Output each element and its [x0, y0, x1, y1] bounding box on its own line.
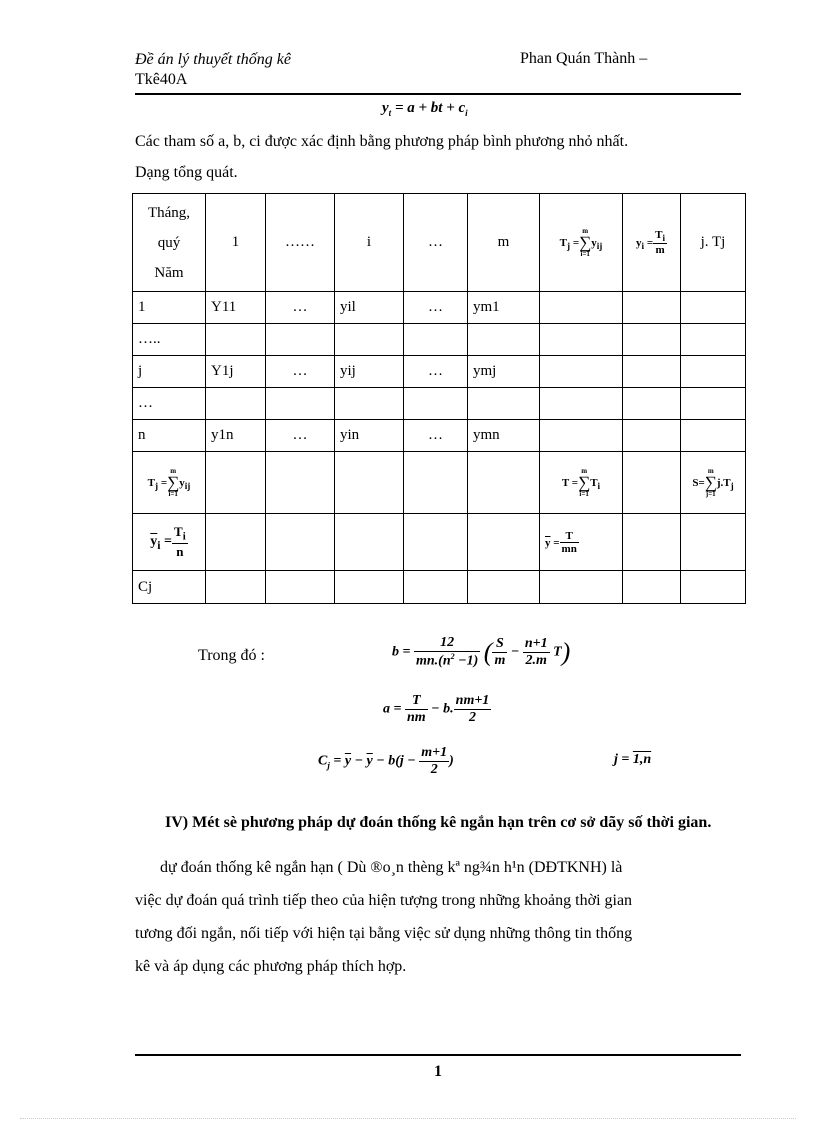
cell	[335, 388, 404, 420]
row-label: …..	[133, 324, 206, 356]
header-rule	[135, 93, 741, 95]
cell: y1n	[206, 420, 266, 452]
row-label-Tj-formula: $T_j$ = m ∑ i=1 $y_{ij}$	[133, 452, 206, 514]
cell	[681, 388, 746, 420]
row-label-yi-formula: $\overline{y}_i$ = $\frac{T_i}{n}$	[133, 514, 206, 571]
table-row-yi	[133, 514, 746, 571]
cell: ymj	[468, 356, 540, 388]
trend-formula	[382, 100, 468, 118]
cell	[404, 571, 468, 604]
cell	[404, 388, 468, 420]
cell	[540, 420, 623, 452]
cell	[266, 571, 335, 604]
cell	[681, 356, 746, 388]
cell	[681, 571, 746, 604]
cell	[623, 571, 681, 604]
header-class-code: Tkê40A	[135, 71, 188, 88]
formula-text-cache	[0, 0, 1, 1]
table-row	[133, 324, 746, 356]
cell-ybar-formula: $\overline{y}$ = $\frac{T}{mn}$	[540, 514, 623, 571]
cell: …	[266, 420, 335, 452]
cell	[335, 514, 404, 571]
cell: …	[266, 292, 335, 324]
cell: …	[404, 356, 468, 388]
col-header-jTj: j. Tj	[681, 194, 746, 292]
para-line-2: việc dự đoán quá trình tiếp theo của hiện tượng trong những khoảng thời gian	[135, 892, 633, 909]
cell	[266, 514, 335, 571]
row-label: n	[133, 420, 206, 452]
cell	[623, 452, 681, 514]
cell	[540, 292, 623, 324]
col-header-Tj-formula: $T_j$ = m ∑ i=1 $y_{ij}$	[540, 194, 623, 292]
cell: …	[404, 420, 468, 452]
cell	[681, 324, 746, 356]
row-label-cj	[133, 571, 206, 604]
table-row	[133, 420, 746, 452]
table-row	[133, 292, 746, 324]
trend-formula-text: $y_t = a$ + bt + $c_i$	[382, 100, 468, 118]
cell	[623, 420, 681, 452]
table-row-cj	[133, 571, 746, 604]
cell: ym1	[468, 292, 540, 324]
para-line-1: dự đoán thống kê ngắn hạn ( Dù ®o¸n thèng kª ng¾n h¹n (DĐTKNH) là	[160, 859, 623, 876]
cell	[681, 420, 746, 452]
row-label: j	[133, 356, 206, 388]
formula-intro-label: Trong đó :	[198, 647, 265, 664]
header-left	[135, 50, 291, 90]
intro-line-1: Các tham số a, b, ci được xác định bằng phương pháp bình phương nhỏ nhất.	[135, 133, 629, 150]
cell	[681, 292, 746, 324]
cell	[404, 324, 468, 356]
equation-b: b = $\frac{12}{mn.(n^2 -1)}$ ( $\frac{S}{m}$ − $\frac{n+1}{2.m}$ T)	[392, 635, 571, 669]
seasonal-table	[132, 193, 746, 604]
equation-a: a = $\frac{T}{nm}$ − b. $\frac{nm+1}{2}$	[383, 693, 490, 725]
col-header: …	[404, 194, 468, 292]
cell	[206, 452, 266, 514]
cell: yil	[335, 292, 404, 324]
cell	[540, 324, 623, 356]
corner-line-2: quý	[157, 234, 181, 251]
equation-cj: $C_j = \overline{y} - \overline{y} - b(j$ − $\frac{m+1}{2}$ )	[318, 745, 454, 777]
cell	[623, 324, 681, 356]
page-number: 1	[434, 1063, 442, 1080]
cell	[206, 388, 266, 420]
equation-j-range: j = 1,n	[614, 752, 652, 767]
header-doc-title: Đề án lý thuyết thống kê	[135, 51, 291, 68]
cell: yij	[335, 356, 404, 388]
cell	[335, 452, 404, 514]
cell	[468, 324, 540, 356]
cell: Y1j	[206, 356, 266, 388]
header-corner	[133, 194, 206, 292]
cell: ymn	[468, 420, 540, 452]
row-label: …	[133, 388, 206, 420]
table-row	[133, 388, 746, 420]
cell-S-formula: S= m ∑ j=1 $j.T_j$	[681, 452, 746, 514]
cell	[404, 514, 468, 571]
cell	[335, 571, 404, 604]
cell	[266, 452, 335, 514]
cell: yin	[335, 420, 404, 452]
cell: …	[266, 356, 335, 388]
cj-label: Cj	[138, 578, 153, 595]
cell: Y11	[206, 292, 266, 324]
table-header-row	[133, 194, 746, 292]
header-author: Phan Quán Thành –	[520, 50, 648, 67]
cell	[623, 388, 681, 420]
formula-top-text	[0, 0, 1, 1]
cell	[540, 388, 623, 420]
section-heading: IV) Mét sè phương pháp dự đoán thống kê ngắn hạn trên cơ sở dãy số thời gian.	[165, 814, 712, 831]
intro-line-2: Dạng tổng quát.	[135, 164, 238, 181]
cell	[623, 514, 681, 571]
cell	[266, 324, 335, 356]
cell	[468, 571, 540, 604]
cell	[266, 388, 335, 420]
cell	[468, 452, 540, 514]
cell	[206, 571, 266, 604]
cell: …	[404, 292, 468, 324]
page-edge	[20, 1118, 796, 1119]
cell	[623, 292, 681, 324]
cell	[623, 356, 681, 388]
cell-T-formula: T = m ∑ i=1 $T_i$	[540, 452, 623, 514]
cell	[681, 514, 746, 571]
row-label: 1	[133, 292, 206, 324]
col-header: i	[335, 194, 404, 292]
col-header: 1	[206, 194, 266, 292]
cell	[206, 324, 266, 356]
table-row-Tj	[133, 452, 746, 514]
corner-line-3: Năm	[154, 264, 184, 281]
table-row	[133, 356, 746, 388]
corner-line-1: Tháng,	[147, 204, 191, 221]
para-line-3: tương đối ngắn, nối tiếp với hiện tại bằng việc sử dụng những thông tin thống	[135, 925, 633, 942]
col-header-yi-formula: $y_i$ = $\frac{T_i}{m}$	[623, 194, 681, 292]
cell	[206, 514, 266, 571]
cell	[468, 514, 540, 571]
cell	[540, 356, 623, 388]
cell	[335, 324, 404, 356]
cell	[404, 452, 468, 514]
footer-rule	[135, 1054, 741, 1056]
col-header: ……	[266, 194, 335, 292]
col-header: m	[468, 194, 540, 292]
para-line-4: kê và áp dụng các phương pháp thích hợp.	[135, 958, 407, 975]
cell	[468, 388, 540, 420]
cell	[540, 571, 623, 604]
